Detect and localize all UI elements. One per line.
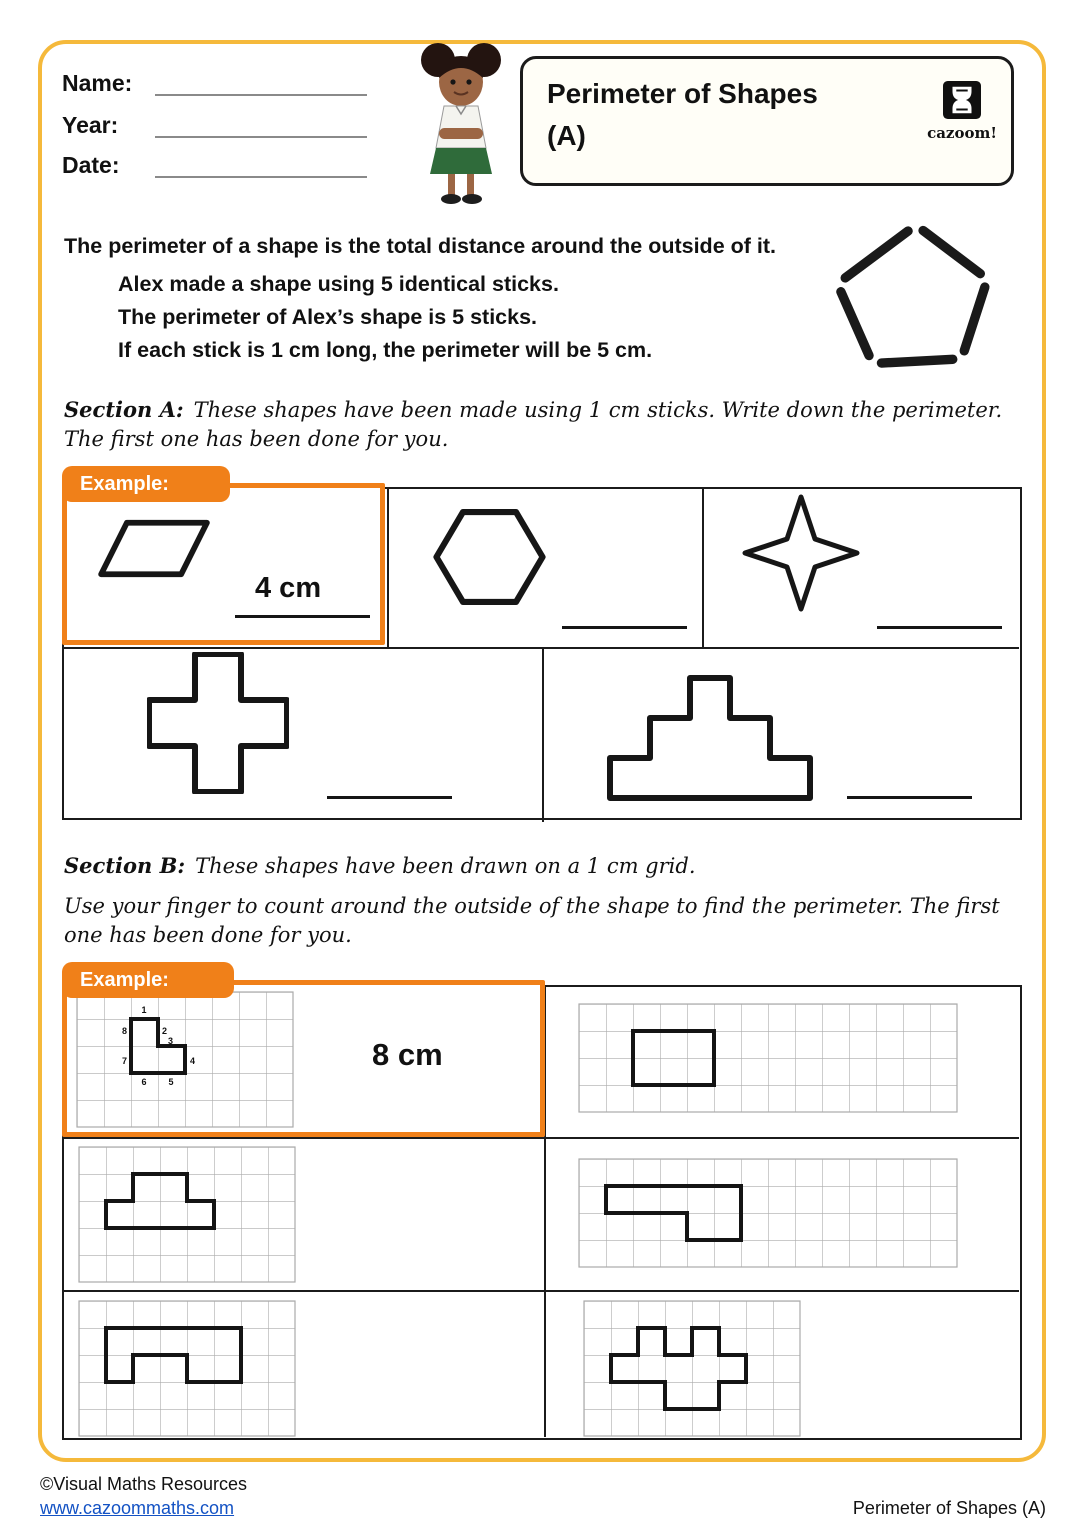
- date-label: Date:: [62, 152, 120, 178]
- table-a-col-divider-1: [387, 489, 389, 647]
- section-b-example-box: [62, 980, 545, 1137]
- section-b-example-tab: [62, 962, 234, 998]
- table-b-row-divider-2: [64, 1290, 1019, 1292]
- footer-website-link[interactable]: www.cazoommaths.com: [40, 1498, 235, 1518]
- cm-grid-bump: [77, 1145, 297, 1284]
- cm-grid-step-rectangle: [577, 1157, 959, 1269]
- section-a-label: Section A:: [64, 397, 184, 422]
- table-a-col-divider-3: [542, 647, 544, 822]
- edge-number-2: 2: [162, 1026, 168, 1036]
- table-a-col-divider-2: [702, 489, 704, 647]
- edge-number-1: 1: [141, 1005, 147, 1015]
- edge-number-5: 5: [168, 1077, 174, 1087]
- cm-grid-rectangle: [577, 1002, 959, 1114]
- cross-answer-line[interactable]: [327, 777, 452, 799]
- edge-number-8: 8: [121, 1026, 127, 1036]
- hexagon-shape: [432, 507, 547, 607]
- student-cartoon: [405, 38, 517, 208]
- section-a-example-label: Example:: [80, 472, 169, 495]
- section-a-heading: [64, 396, 1016, 454]
- section-b-instructions: These shapes have been drawn on a 1 cm grid.: [195, 854, 696, 878]
- step-pyramid-shape: [607, 675, 813, 801]
- footer-copyright: ©Visual Maths Resources: [40, 1474, 248, 1494]
- date-field-line[interactable]: [155, 150, 367, 178]
- section-b-instructions-2: Use your finger to count around the outside of the shape to find the perimeter. The first one has been done for you.: [64, 894, 1000, 947]
- steps-answer-line[interactable]: [847, 777, 972, 799]
- example-cm-grid: [75, 990, 295, 1129]
- four-point-star-shape: [742, 494, 860, 612]
- edge-number-3: 3: [168, 1036, 174, 1046]
- section-a-instructions: These shapes have been made using 1 cm sticks. Write down the perimeter. The first one has been done for you.: [64, 398, 1003, 451]
- cross-shape: [147, 652, 289, 794]
- worksheet-title-line2: (A): [547, 120, 586, 151]
- section-a-example-answer: 4 cm: [255, 572, 322, 604]
- cazoom-logo-icon: [943, 106, 981, 123]
- cm-grid-bridge: [77, 1299, 297, 1438]
- section-b-example-label: Example:: [80, 968, 169, 991]
- table-b-row-divider-1: [64, 1137, 1019, 1139]
- example-answer-line: [235, 596, 370, 618]
- edge-number-7: 7: [121, 1056, 127, 1066]
- section-a-example-tab: [62, 466, 230, 502]
- intro-line-3: The perimeter of Alex’s shape is 5 sticks.: [118, 305, 538, 329]
- edge-number-4: 4: [190, 1056, 196, 1066]
- intro-line-2: Alex made a shape using 5 identical sticks.: [118, 272, 559, 296]
- section-a-example-box: [62, 483, 385, 645]
- edge-number-6: 6: [141, 1077, 147, 1087]
- hexagon-answer-line[interactable]: [562, 607, 687, 629]
- year-field-line[interactable]: [155, 110, 367, 138]
- cazoom-logo-text: cazoom!: [927, 124, 997, 142]
- year-label: Year:: [62, 112, 119, 138]
- intro-line-1: The perimeter of a shape is the total distance around the outside of it.: [64, 234, 776, 258]
- intro-line-4: If each stick is 1 cm long, the perimeter will be 5 cm.: [118, 338, 653, 362]
- cm-grid-castle: [582, 1299, 802, 1438]
- parallelogram-shape: [97, 518, 212, 579]
- name-label: Name:: [62, 70, 133, 96]
- section-b-example-answer: 8 cm: [372, 1037, 443, 1072]
- star-answer-line[interactable]: [877, 607, 1002, 629]
- name-field-line[interactable]: [155, 68, 367, 96]
- section-b-heading: [64, 852, 1016, 881]
- footer-page-label: Perimeter of Shapes (A): [852, 1498, 1046, 1518]
- stick-pentagon-figure: [828, 218, 998, 378]
- worksheet-title-line1: Perimeter of Shapes: [547, 78, 818, 109]
- cazoom-logo: [925, 81, 999, 142]
- title-box: [520, 56, 1014, 186]
- section-b-label: Section B:: [64, 853, 186, 878]
